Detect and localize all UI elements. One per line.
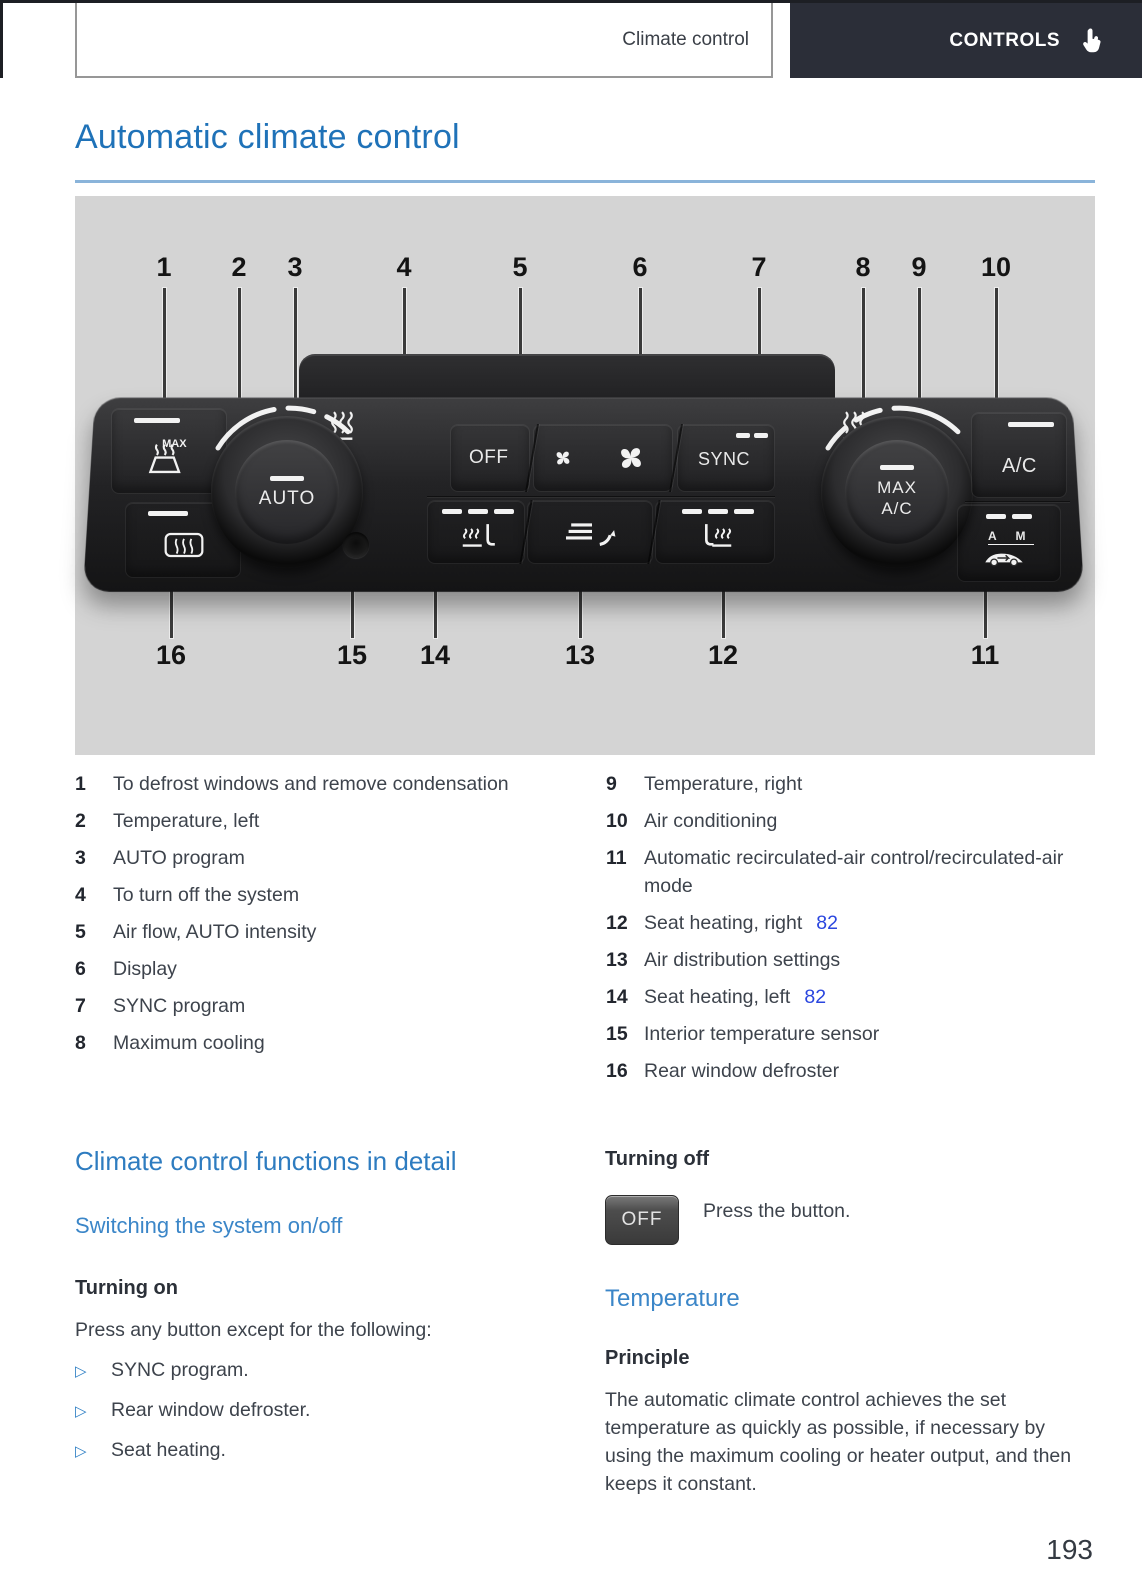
- title-underline: [75, 180, 1095, 183]
- fan-button: [533, 424, 673, 492]
- legend-left-column: [75, 770, 563, 1094]
- callout-9: 9: [911, 252, 927, 282]
- legend: [75, 770, 1095, 1094]
- off-button-label: OFF: [469, 447, 509, 468]
- air-distribution-button: [527, 500, 653, 564]
- callout-16: 16: [155, 640, 187, 670]
- defrost-front-max-icon: [140, 435, 192, 475]
- hand-pointer-icon: [1078, 26, 1108, 56]
- legend-item: 4 To turn off the system: [75, 884, 300, 906]
- callout-13: 13: [564, 640, 596, 670]
- seat-heating-right-button: [655, 500, 775, 564]
- callout-14: 14: [419, 640, 451, 670]
- legend-item: 3 AUTO program: [75, 847, 245, 869]
- legend-item: 7 SYNC program: [75, 995, 246, 1017]
- callout-1: 1: [156, 252, 172, 282]
- bullet-item: ▷ Rear window defroster.: [75, 1396, 563, 1426]
- legend-item: 10 Air conditioning: [606, 810, 778, 832]
- callout-15: 15: [336, 640, 368, 670]
- sync-button: [677, 424, 775, 492]
- callout-4: 4: [396, 252, 412, 282]
- breadcrumb-box: [75, 3, 773, 78]
- bullet-item: ▷ Seat heating.: [75, 1436, 563, 1466]
- bullet-triangle-icon: ▷: [75, 1403, 87, 1420]
- legend-item: 14 Seat heating, left 82: [606, 986, 827, 1008]
- callout-5: 5: [512, 252, 528, 282]
- callout-3: 3: [287, 252, 303, 282]
- fan-high-icon: [614, 441, 648, 475]
- legend-right-column: [606, 770, 1094, 1094]
- legend-item: 2 Temperature, left: [75, 810, 260, 832]
- turning-off-heading: Turning off: [605, 1148, 710, 1170]
- breadcrumb: Climate control: [622, 28, 749, 50]
- off-button: [450, 424, 530, 492]
- page-ref-link-82[interactable]: 82: [816, 912, 838, 934]
- temperature-knob-left: [211, 416, 363, 568]
- seat-heating-left-button: [427, 500, 525, 564]
- turning-on-bullets: [75, 1356, 563, 1466]
- principle-body: The automatic climate control achieves the set temperature as quickly as possible, if necessary by using the maximum cooling or heater output, and then keeps it constant.: [605, 1389, 1072, 1495]
- legend-item: 15 Interior temperature sensor: [606, 1023, 880, 1045]
- callout-6: 6: [632, 252, 648, 282]
- bullet-item: ▷ SYNC program.: [75, 1356, 563, 1386]
- switching-heading: Switching the system on/off: [75, 1213, 343, 1238]
- page-ref-link-82[interactable]: 82: [804, 986, 827, 1008]
- page-title: Automatic climate control: [75, 118, 460, 156]
- turning-off-text: Press the button.: [703, 1200, 851, 1222]
- legend-item: 6 Display: [75, 958, 177, 980]
- ac-button-label: A/C: [1002, 455, 1037, 477]
- page-left-tick: [0, 0, 3, 78]
- temperature-heading: Temperature: [605, 1285, 740, 1312]
- principle-heading: Principle: [605, 1347, 690, 1369]
- legend-item: 5 Air flow, AUTO intensity: [75, 921, 317, 943]
- off-key-image: OFF: [605, 1195, 679, 1245]
- seat-heating-left-icon: [458, 521, 496, 551]
- legend-item: 16 Rear window defroster: [606, 1060, 840, 1082]
- bullet-triangle-icon: ▷: [75, 1443, 87, 1460]
- recirculated-air-car-icon: [982, 549, 1026, 567]
- section-tab-label: CONTROLS: [949, 29, 1060, 51]
- callout-2: 2: [231, 252, 247, 282]
- detail-heading: Climate control functions in detail: [75, 1146, 457, 1176]
- svg-text:MAX: MAX: [162, 438, 187, 451]
- functions-detail-column: [75, 1140, 563, 1476]
- section-tab: [790, 3, 1142, 78]
- recirculated-air-button: [957, 504, 1061, 582]
- max-ac-knob-label-line1: MAX: [877, 478, 917, 497]
- legend-item: 9 Temperature, right: [606, 773, 803, 795]
- air-distribution-icon: [566, 517, 618, 551]
- auto-knob-label: AUTO: [258, 487, 316, 509]
- seat-heating-right-icon: [698, 521, 736, 551]
- callout-7: 7: [751, 252, 767, 282]
- callout-10: 10: [980, 252, 1012, 282]
- turning-on-heading: Turning on: [75, 1277, 178, 1299]
- temperature-knob-right: [821, 416, 973, 568]
- fan-low-icon: [552, 447, 574, 469]
- rear-defroster-icon: [162, 529, 206, 561]
- page-number: 193: [1046, 1534, 1093, 1565]
- turning-off-row: [605, 1195, 1095, 1245]
- legend-item: 12 Seat heating, right 82: [606, 912, 838, 934]
- legend-item: 11 Automatic recirculated-air control/recirculated-air mode: [606, 847, 1064, 897]
- ac-button: [971, 412, 1067, 498]
- sync-button-label: SYNC: [698, 449, 751, 469]
- legend-item: 13 Air distribution settings: [606, 949, 841, 971]
- legend-item: 8 Maximum cooling: [75, 1032, 265, 1054]
- turning-on-intro: Press any button except for the following:: [75, 1319, 432, 1341]
- turning-off-column: [605, 1140, 1095, 1498]
- bullet-triangle-icon: ▷: [75, 1363, 87, 1380]
- max-ac-knob-label-line2: A/C: [881, 499, 913, 518]
- callout-11: 11: [970, 640, 1000, 670]
- callout-8: 8: [855, 252, 871, 282]
- legend-item: 1 To defrost windows and remove condensation: [75, 773, 509, 795]
- climate-panel-figure: [75, 196, 1095, 755]
- recirculated-air-am-label: A M: [988, 529, 1034, 543]
- interior-temperature-sensor: [343, 532, 369, 558]
- callout-12: 12: [707, 640, 739, 670]
